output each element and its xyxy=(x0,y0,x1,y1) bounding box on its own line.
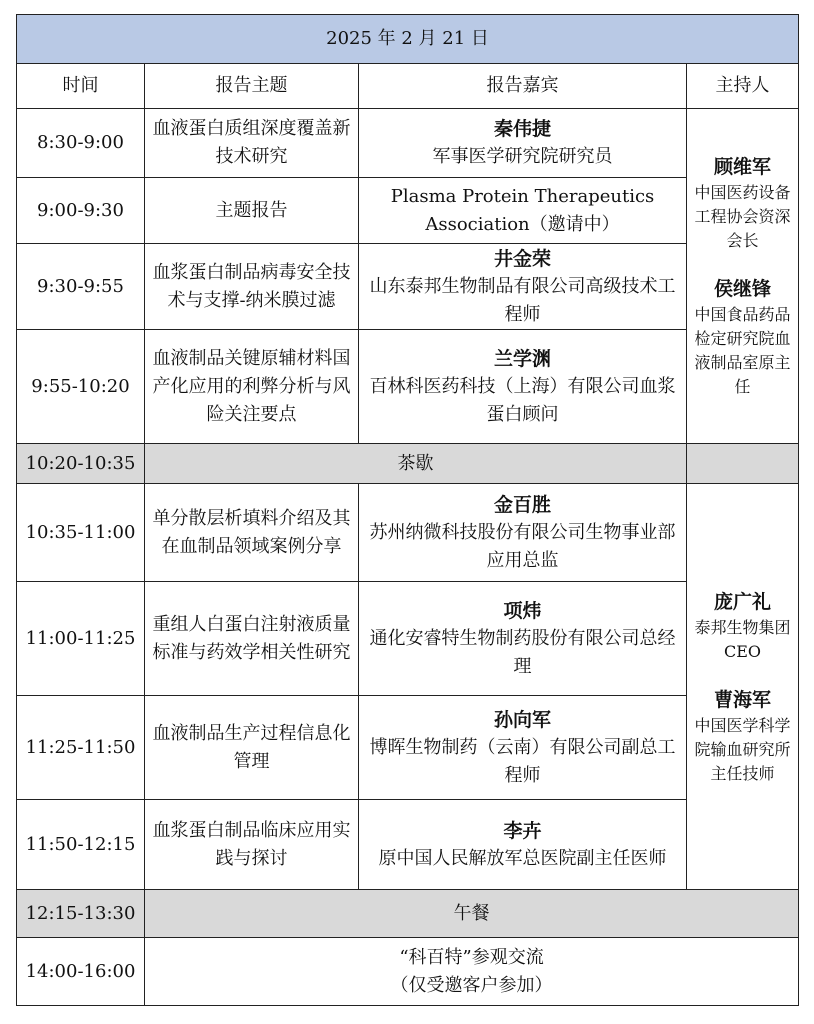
speaker-cell xyxy=(359,696,687,800)
table-row xyxy=(17,800,799,890)
speaker-cell xyxy=(359,109,687,178)
speaker-name: 井金荣 xyxy=(493,247,551,270)
time-cell: 11:25-11:50 xyxy=(17,696,145,800)
header-host: 主持人 xyxy=(687,64,799,109)
host-name: 庞广礼 xyxy=(714,590,772,613)
topic-cell: 重组人白蛋白注射液质量标准与药效学相关性研究 xyxy=(145,582,359,696)
host-desc: 中国医学科学院输血研究所主任技师 xyxy=(694,715,791,783)
speaker-name: 金百胜 xyxy=(493,493,551,516)
table-row xyxy=(17,582,799,696)
speaker-name: 秦伟捷 xyxy=(493,118,551,140)
topic-cell: 血浆蛋白制品临床应用实践与探讨 xyxy=(145,800,359,890)
header-speaker: 报告嘉宾 xyxy=(359,64,687,109)
visit-line1: “科百特”参观交流 xyxy=(399,946,544,968)
speaker-org: 军事医学研究院研究员 xyxy=(432,146,613,167)
speaker-name: 李卉 xyxy=(503,819,542,842)
speaker-cell xyxy=(359,800,687,890)
speaker-org: 博晖生物制药（云南）有限公司副总工程师 xyxy=(369,736,676,786)
table-row xyxy=(17,330,799,444)
topic-cell: 血液制品生产过程信息化管理 xyxy=(145,696,359,800)
table-row xyxy=(17,109,799,178)
table-row xyxy=(17,484,799,582)
topic-cell: 血液蛋白质组深度覆盖新技术研究 xyxy=(145,109,359,178)
date-row xyxy=(17,15,799,64)
speaker-cell xyxy=(359,244,687,330)
lunch-row xyxy=(17,890,799,938)
topic-cell: 主题报告 xyxy=(145,178,359,244)
topic-cell: 血液制品关键原辅材料国产化应用的利弊分析与风险关注要点 xyxy=(145,330,359,444)
speaker-org: Plasma Protein Therapeutics Association（邀请中） xyxy=(390,185,655,235)
host-name: 曹海军 xyxy=(714,688,772,711)
header-time: 时间 xyxy=(17,64,145,109)
header-row xyxy=(17,64,799,109)
visit-row xyxy=(17,938,799,1006)
lunch-label: 午餐 xyxy=(145,890,799,938)
speaker-name: 孙向军 xyxy=(493,708,551,731)
time-cell: 10:35-11:00 xyxy=(17,484,145,582)
speaker-org: 原中国人民解放军总医院副主任医师 xyxy=(378,847,667,869)
host-name: 侯继锋 xyxy=(714,278,772,300)
speaker-cell xyxy=(359,178,687,244)
host-cell-morning xyxy=(687,109,799,444)
time-cell: 9:30-9:55 xyxy=(17,244,145,330)
time-cell: 11:50-12:15 xyxy=(17,800,145,890)
table-row xyxy=(17,696,799,800)
break-time: 10:20-10:35 xyxy=(17,444,145,484)
time-cell: 8:30-9:00 xyxy=(17,109,145,178)
speaker-name: 项炜 xyxy=(503,599,542,622)
lunch-time: 12:15-13:30 xyxy=(17,890,145,938)
time-cell: 9:00-9:30 xyxy=(17,178,145,244)
host-desc: 泰邦生物集团 CEO xyxy=(694,617,791,661)
visit-cell xyxy=(145,938,799,1006)
host-desc: 中国食品药品检定研究院血液制品室原主任 xyxy=(694,305,791,396)
break-host xyxy=(687,444,799,484)
table-row xyxy=(17,244,799,330)
speaker-org: 通化安睿特生物制药股份有限公司总经理 xyxy=(369,627,676,677)
header-topic: 报告主题 xyxy=(145,64,359,109)
speaker-name: 兰学渊 xyxy=(493,347,551,370)
schedule-table xyxy=(16,14,799,1006)
host-name: 顾维军 xyxy=(714,156,772,178)
host-desc: 中国医药设备工程协会资深会长 xyxy=(694,183,791,250)
break-label: 茶歇 xyxy=(145,444,687,484)
host-cell-late xyxy=(687,484,799,890)
topic-cell: 血浆蛋白制品病毒安全技术与支撑-纳米膜过滤 xyxy=(145,244,359,330)
topic-cell: 单分散层析填料介绍及其在血制品领域案例分享 xyxy=(145,484,359,582)
break-row xyxy=(17,444,799,484)
speaker-cell xyxy=(359,484,687,582)
speaker-org: 百林科医药科技（上海）有限公司血浆蛋白顾问 xyxy=(369,375,676,425)
table-row xyxy=(17,178,799,244)
visit-line2: （仅受邀客户参加） xyxy=(390,974,553,996)
speaker-org: 山东泰邦生物制品有限公司高级技术工程师 xyxy=(369,275,676,325)
speaker-cell xyxy=(359,330,687,444)
speaker-org: 苏州纳微科技股份有限公司生物事业部应用总监 xyxy=(369,521,676,571)
schedule-date: 2025 年 2 月 21 日 xyxy=(17,15,799,64)
visit-time: 14:00-16:00 xyxy=(17,938,145,1006)
time-cell: 9:55-10:20 xyxy=(17,330,145,444)
speaker-cell xyxy=(359,582,687,696)
time-cell: 11:00-11:25 xyxy=(17,582,145,696)
